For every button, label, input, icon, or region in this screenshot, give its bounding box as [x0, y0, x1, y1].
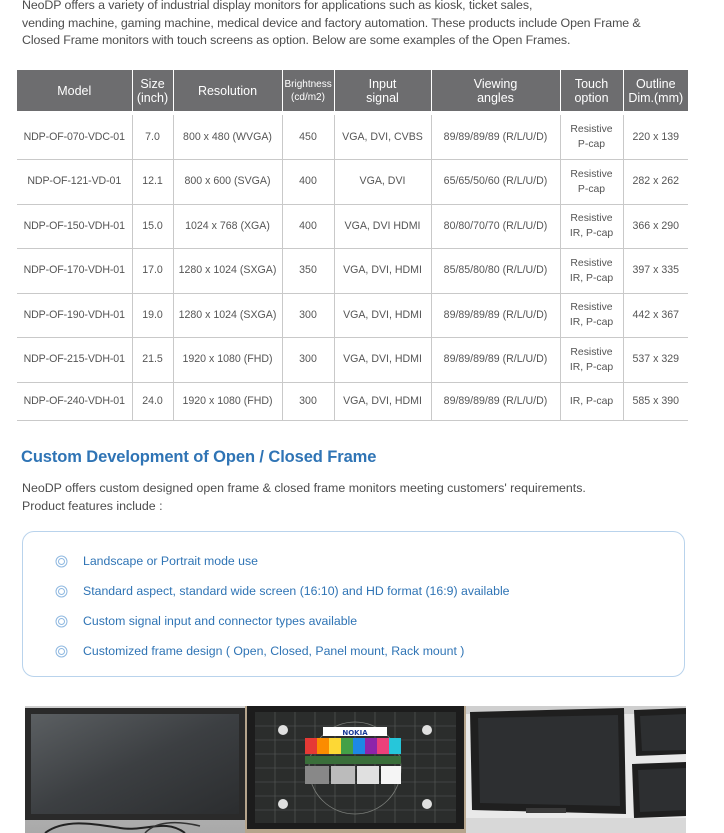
- cell-outline-dim: 585 x 390: [623, 382, 688, 420]
- feature-text: Customized frame design ( Open, Closed, Panel mount, Rack mount ): [83, 644, 465, 658]
- cell-brightness: 450: [282, 115, 334, 160]
- custom-text-line: Product features include :: [22, 498, 163, 513]
- custom-text-line: NeoDP offers custom designed open frame & closed frame monitors meeting customers' requirements.: [22, 481, 586, 495]
- table-row: [17, 204, 688, 249]
- cell-model: NDP-OF-070-VDC-01: [17, 115, 132, 160]
- cell-input-signal: VGA, DVI, HDMI: [334, 293, 431, 338]
- cell-outline-dim: 397 x 335: [623, 249, 688, 294]
- cell-resolution: 800 x 600 (SVGA): [173, 160, 282, 205]
- cell-model: NDP-OF-215-VDH-01: [17, 338, 132, 383]
- cell-size: 21.5: [132, 338, 173, 383]
- cell-touch-option: Resistive IR, P-cap: [560, 249, 623, 294]
- cell-touch-option: Resistive IR, P-cap: [560, 338, 623, 383]
- cell-touch-option: Resistive IR, P-cap: [560, 204, 623, 249]
- feature-item: [55, 636, 684, 666]
- cell-resolution: 1280 x 1024 (SXGA): [173, 249, 282, 294]
- cell-model: NDP-OF-150-VDH-01: [17, 204, 132, 249]
- table-row: [17, 160, 688, 205]
- cell-size: 19.0: [132, 293, 173, 338]
- intro-paragraph: [22, 0, 712, 50]
- feature-text: Landscape or Portrait mode use: [83, 554, 258, 568]
- monitor-photo-blank: [25, 706, 245, 833]
- circle-bullet-icon: [55, 645, 68, 658]
- cell-brightness: 300: [282, 293, 334, 338]
- header-touch-option: Touch option: [560, 70, 623, 111]
- cell-viewing-angles: 89/89/89/89 (R/L/U/D): [431, 338, 560, 383]
- table-header-row: [17, 70, 688, 111]
- cell-brightness: 400: [282, 160, 334, 205]
- cell-input-signal: VGA, DVI: [334, 160, 431, 205]
- circle-bullet-icon: [55, 615, 68, 628]
- table-row: [17, 249, 688, 294]
- cell-resolution: 1280 x 1024 (SXGA): [173, 293, 282, 338]
- header-model: Model: [17, 70, 132, 111]
- product-photo-strip: [25, 706, 686, 833]
- intro-line: vending machine, gaming machine, medical device and factory automation. These products include Open Frame &: [22, 15, 641, 30]
- cell-brightness: 300: [282, 382, 334, 420]
- cell-viewing-angles: 89/89/89/89 (R/L/U/D): [431, 382, 560, 420]
- cell-size: 7.0: [132, 115, 173, 160]
- cell-outline-dim: 537 x 329: [623, 338, 688, 383]
- cell-outline-dim: 442 x 367: [623, 293, 688, 338]
- feature-item: [55, 576, 684, 606]
- cell-viewing-angles: 65/65/50/60 (R/L/U/D): [431, 160, 560, 205]
- cell-size: 12.1: [132, 160, 173, 205]
- table-row: [17, 338, 688, 383]
- header-brightness: Brightness (cd/m2): [282, 70, 334, 111]
- cell-viewing-angles: 80/80/70/70 (R/L/U/D): [431, 204, 560, 249]
- cell-viewing-angles: 89/89/89/89 (R/L/U/D): [431, 115, 560, 160]
- cell-size: 24.0: [132, 382, 173, 420]
- cell-model: NDP-OF-190-VDH-01: [17, 293, 132, 338]
- cell-input-signal: VGA, DVI, CVBS: [334, 115, 431, 160]
- feature-text: Custom signal input and connector types available: [83, 614, 358, 628]
- header-resolution: Resolution: [173, 70, 282, 111]
- cell-input-signal: VGA, DVI HDMI: [334, 204, 431, 249]
- cell-outline-dim: 282 x 262: [623, 160, 688, 205]
- cell-size: 15.0: [132, 204, 173, 249]
- cell-brightness: 300: [282, 338, 334, 383]
- cell-input-signal: VGA, DVI, HDMI: [334, 338, 431, 383]
- cell-size: 17.0: [132, 249, 173, 294]
- header-viewing-angles: Viewing angles: [431, 70, 560, 111]
- cell-input-signal: VGA, DVI, HDMI: [334, 249, 431, 294]
- nokia-logo: NOKIA: [342, 729, 368, 737]
- cell-input-signal: VGA, DVI, HDMI: [334, 382, 431, 420]
- cell-model: NDP-OF-121-VD-01: [17, 160, 132, 205]
- feature-item: [55, 546, 684, 576]
- cell-model: NDP-OF-170-VDH-01: [17, 249, 132, 294]
- open-frame-spec-table: [17, 70, 688, 421]
- table-row: [17, 382, 688, 420]
- cell-resolution: 800 x 480 (WVGA): [173, 115, 282, 160]
- cell-resolution: 1024 x 768 (XGA): [173, 204, 282, 249]
- cell-touch-option: Resistive P-cap: [560, 115, 623, 160]
- cell-outline-dim: 220 x 139: [623, 115, 688, 160]
- header-input-signal: Input signal: [334, 70, 431, 111]
- intro-line: NeoDP offers a variety of industrial display monitors for applications such as kiosk, ticket sales,: [22, 0, 533, 12]
- cell-brightness: 400: [282, 204, 334, 249]
- custom-development-text: [22, 480, 586, 515]
- table-row: [17, 293, 688, 338]
- intro-line: Closed Frame monitors with touch screens as option. Below are some examples of the Open Frames.: [22, 33, 571, 47]
- cell-viewing-angles: 89/89/89/89 (R/L/U/D): [431, 293, 560, 338]
- cell-model: NDP-OF-240-VDH-01: [17, 382, 132, 420]
- cell-resolution: 1920 x 1080 (FHD): [173, 382, 282, 420]
- cell-touch-option: Resistive IR, P-cap: [560, 293, 623, 338]
- circle-bullet-icon: [55, 555, 68, 568]
- circle-bullet-icon: [55, 585, 68, 598]
- cell-brightness: 350: [282, 249, 334, 294]
- table-row: [17, 115, 688, 160]
- cell-touch-option: IR, P-cap: [560, 382, 623, 420]
- cell-touch-option: Resistive P-cap: [560, 160, 623, 205]
- feature-text: Standard aspect, standard wide screen (16:10) and HD format (16:9) available: [83, 584, 510, 598]
- custom-development-title: Custom Development of Open / Closed Frame: [21, 448, 377, 466]
- cell-outline-dim: 366 x 290: [623, 204, 688, 249]
- monitor-photo-stack: [466, 706, 686, 833]
- header-size: Size (inch): [132, 70, 173, 111]
- header-outline-dim: Outline Dim.(mm): [623, 70, 688, 111]
- cell-resolution: 1920 x 1080 (FHD): [173, 338, 282, 383]
- features-box: [22, 531, 685, 677]
- cell-viewing-angles: 85/85/80/80 (R/L/U/D): [431, 249, 560, 294]
- monitor-photo-test-pattern: [245, 706, 466, 833]
- feature-item: [55, 606, 684, 636]
